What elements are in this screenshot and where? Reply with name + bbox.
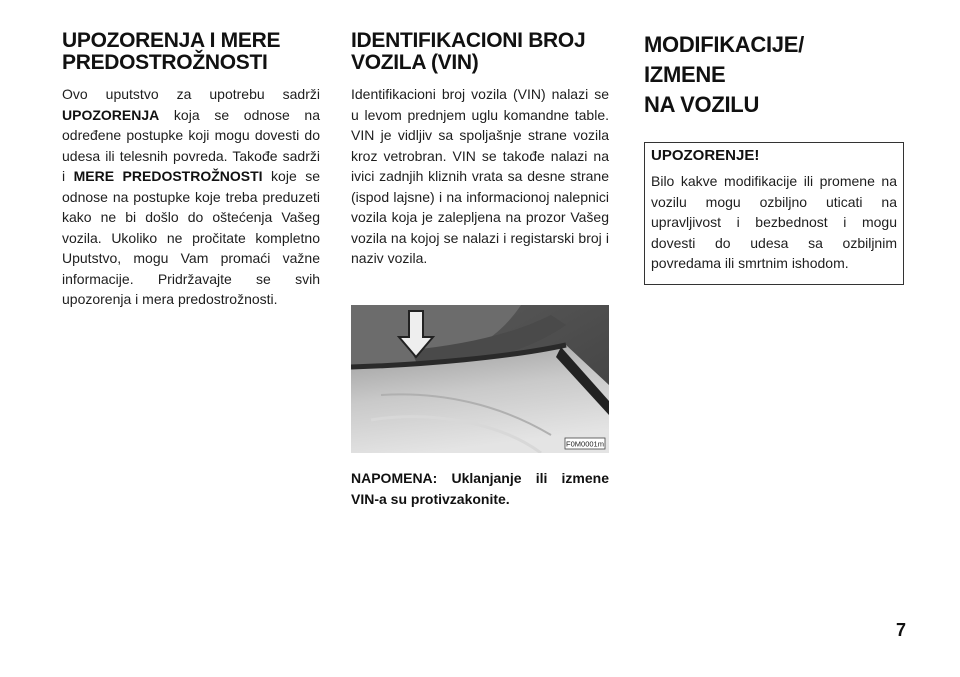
section-heading-warnings	[62, 30, 320, 74]
heading-line: VOZILA (VIN)	[351, 51, 479, 74]
image-code-label: F0M0001m	[566, 439, 604, 449]
text-run: koje se odnose na postupke koje treba preduzeti kako ne bi došlo do oštećenja Vašeg vozila. Ukoliko ne pročitate kompletno Uputstvo, mogu Vam promaći važne informacije. Pridržavajte se svih upozorenja i mera predostrožnosti.	[62, 168, 321, 307]
bold-term-warnings: UPOZORENJA	[62, 106, 160, 123]
section-heading-modifications	[644, 30, 904, 120]
section-modifications	[644, 30, 904, 285]
vin-note: NAPOMENA: Uklanjanje ili izmene VIN-a su protivzakonite.	[351, 470, 609, 507]
bold-term-precautions: MERE PREDOSTROŽNOSTI	[73, 168, 263, 184]
heading-line: PREDOSTROŽNOSTI	[62, 51, 268, 74]
vin-paragraph: Identifikacioni broj vozila (VIN) nalazi se u levom prednjem uglu komandne table. VIN je vidljiv sa spoljašnje strane vozila kroz vetrobran. VIN se takođe nalazi na ivici zadnjih kliznih vrata sa desne strane (ispod lajsne) i na informacionoj nalepnici vozila koja je zalepljena na prozor Vašeg vozila na kojoj se nalazi i registarski broj i naziv vozila.	[351, 86, 609, 266]
windshield-photo-illustration	[351, 305, 609, 453]
heading-line: NA VOZILU	[644, 92, 760, 117]
text-run: koja se odnose na određene postupke koji mogu dovesti do udesa ili telesnih povreda. Takođe sadrži i	[62, 106, 320, 184]
heading-line: UPOZORENJA I MERE	[62, 29, 281, 52]
page-number: 7	[896, 620, 907, 640]
heading-line: MODIFIKACIJE/	[644, 32, 804, 57]
warning-text: Bilo kakve modifikacije ili promene na vozilu mogu ozbiljno uticati na upravljivost i bezbednost i mogu dovesti do udesa sa ozbiljnim povredama ili smrtnim ishodom.	[651, 173, 897, 271]
text-run: Ovo uputstvo za upotrebu sadrži	[62, 86, 320, 102]
section-heading-vin	[351, 30, 609, 74]
warning-title: UPOZORENJE!	[651, 147, 760, 164]
vin-location-photo	[351, 305, 609, 453]
heading-line: IDENTIFIKACIONI BROJ	[351, 29, 586, 52]
heading-line: IZMENE	[644, 62, 726, 87]
warnings-paragraph	[62, 84, 320, 310]
section-vin	[351, 29, 609, 507]
warning-box	[644, 142, 904, 285]
section-warnings	[62, 30, 320, 310]
